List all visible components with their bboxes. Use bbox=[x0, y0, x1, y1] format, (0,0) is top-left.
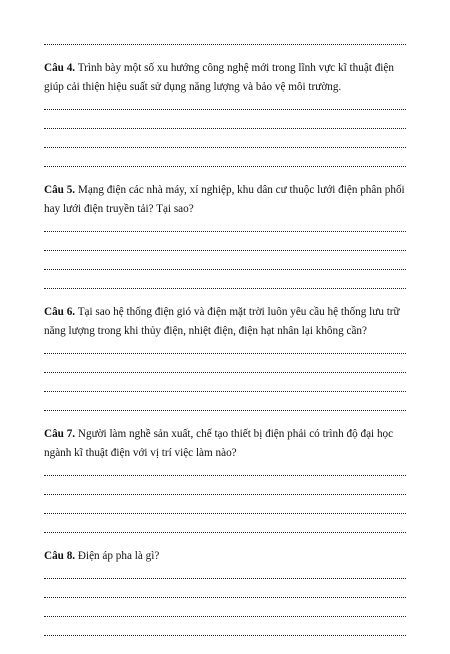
question-5 bbox=[44, 181, 406, 219]
answer-line bbox=[44, 166, 406, 167]
question-text: Trình bày một số xu hướng công nghệ mới trong lĩnh vực kĩ thuật điện giúp cải thiện hiệu suất sử dụng năng lượng và bảo vệ môi trường. bbox=[44, 62, 394, 93]
answer-line bbox=[44, 532, 406, 533]
question-label: Câu 8. bbox=[44, 550, 76, 562]
question-7 bbox=[44, 425, 406, 463]
question-text: Điện áp pha là gì? bbox=[77, 550, 160, 562]
answer-line bbox=[44, 44, 406, 45]
answer-line bbox=[44, 353, 406, 354]
question-8 bbox=[44, 547, 406, 566]
question-text: Mạng điện các nhà máy, xí nghiệp, khu dân cư thuộc lưới điện phân phối hay lưới điện truyền tải? Tại sao? bbox=[44, 184, 405, 215]
answer-line bbox=[44, 372, 406, 373]
question-4 bbox=[44, 59, 406, 97]
answer-line bbox=[44, 250, 406, 251]
answer-line bbox=[44, 410, 406, 411]
answer-line bbox=[44, 616, 406, 617]
answer-line bbox=[44, 128, 406, 129]
question-text: Người làm nghề sản xuất, chế tạo thiết bị điện phải có trình độ đại học ngành kĩ thuật điện với vị trí việc làm nào? bbox=[44, 428, 394, 459]
answer-line bbox=[44, 231, 406, 232]
answer-line bbox=[44, 109, 406, 110]
answer-line bbox=[44, 147, 406, 148]
question-6 bbox=[44, 303, 406, 341]
answer-line bbox=[44, 391, 406, 392]
answer-line bbox=[44, 578, 406, 579]
answer-line bbox=[44, 269, 406, 270]
answer-line bbox=[44, 513, 406, 514]
answer-line bbox=[44, 288, 406, 289]
question-label: Câu 7. bbox=[44, 428, 76, 440]
question-label: Câu 4. bbox=[44, 62, 76, 74]
worksheet-content bbox=[44, 44, 406, 654]
question-text: Tại sao hệ thống điện gió và điện mặt trời luôn yêu cầu hệ thống lưu trữ năng lượng trong khi thủy điện, nhiệt điện, điện hạt nhân lại không cần? bbox=[44, 306, 400, 337]
answer-line bbox=[44, 494, 406, 495]
answer-line bbox=[44, 475, 406, 476]
answer-line bbox=[44, 597, 406, 598]
question-label: Câu 5. bbox=[44, 184, 76, 196]
question-label: Câu 6. bbox=[44, 306, 76, 318]
